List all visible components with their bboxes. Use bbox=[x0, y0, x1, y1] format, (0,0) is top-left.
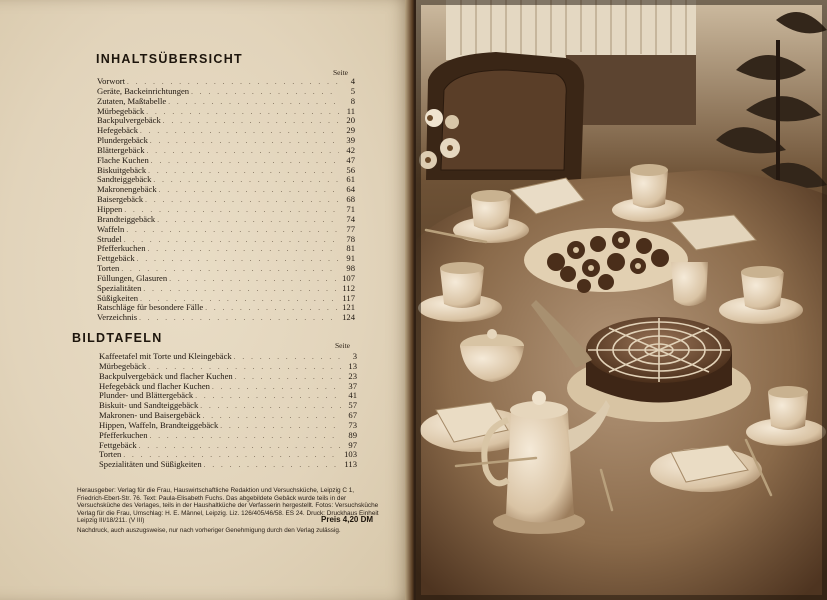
toc-entry-label: Pfefferkuchen bbox=[97, 243, 146, 254]
toc-entry-page: 121 bbox=[342, 302, 355, 313]
leader-dots bbox=[168, 98, 339, 108]
toc-entry bbox=[99, 460, 357, 470]
toc-entry-label: Mürbegebäck bbox=[99, 360, 147, 371]
toc-entry-label: Flache Kuchen bbox=[97, 154, 149, 165]
toc-page-header: Seite bbox=[333, 68, 348, 77]
toc-entry bbox=[97, 195, 355, 205]
right-page bbox=[416, 0, 827, 600]
toc-entry-page: 39 bbox=[346, 135, 355, 146]
toc-entry-label: Hefegebäck bbox=[97, 125, 139, 136]
toc-entry-page: 113 bbox=[344, 459, 357, 470]
leader-dots bbox=[163, 117, 339, 127]
leader-dots bbox=[204, 461, 341, 471]
toc-entry-label: Süßigkeiten bbox=[97, 292, 139, 303]
toc-entry-page: 11 bbox=[346, 105, 355, 116]
toc-entry-label: Füllungen, Glasuren bbox=[97, 272, 168, 283]
leader-dots bbox=[146, 108, 339, 118]
leader-dots bbox=[169, 275, 339, 285]
toc-entry-label: Ratschläge für besondere Fälle bbox=[97, 302, 204, 313]
toc-entry-page: 64 bbox=[346, 184, 355, 195]
toc-entry-label: Torten bbox=[97, 263, 120, 274]
toc-entry-label: Biskuitgebäck bbox=[97, 164, 147, 175]
toc-entry-page: 112 bbox=[342, 282, 355, 293]
cream-jug bbox=[671, 262, 708, 306]
toc-entry-page: 77 bbox=[346, 223, 355, 234]
toc-entry-page: 3 bbox=[352, 351, 357, 361]
leader-dots bbox=[150, 137, 339, 147]
leader-dots bbox=[157, 216, 339, 226]
leader-dots bbox=[145, 196, 339, 206]
leader-dots bbox=[220, 422, 341, 432]
toc-entry-page: 47 bbox=[346, 154, 355, 165]
toc-entry-page: 61 bbox=[346, 174, 355, 185]
leader-dots bbox=[235, 373, 341, 383]
leader-dots bbox=[126, 226, 339, 236]
toc-entry bbox=[97, 215, 355, 225]
toc-entry-label: Verzeichnis bbox=[97, 312, 138, 323]
toc-entry-page: 74 bbox=[346, 213, 355, 224]
imprint-text: Herausgeber: Verlag für die Frau, Hauswirtschaftliche Redaktion und Versuchsküche, Leipzig C 1, Friedrich-Ebert-Str. 76. Text: Paula-Elisabeth Fuchs. Das abgebildete Gebäck wurde teils in der Versuchsküche des Verlages, teils in der Haushaltküche der Verfasserin hergestellt. Fotos: Versuchsküche Verlag für die Frau, Umschlag: H. E. Männel, Leipzig. Liz. 126/405/46/58. ES 24. Druck: Druckhaus Einheit Leipzig III/18/211. (V III) bbox=[77, 487, 379, 525]
plates-heading: BILDTAFELN bbox=[72, 331, 163, 345]
toc-entry-label: Plunder- und Blättergebäck bbox=[99, 390, 194, 401]
leader-dots bbox=[143, 285, 339, 295]
reprint-notice: Nachdruck, auch auszugsweise, nur nach vorheriger Genehmigung durch den Verlag zulässig. bbox=[77, 527, 341, 534]
toc-entry bbox=[99, 441, 357, 451]
leader-dots bbox=[203, 412, 341, 422]
toc-entry-page: 41 bbox=[348, 390, 357, 401]
toc-entry-label: Hefegebäck und flacher Kuchen bbox=[99, 380, 210, 391]
toc-entry bbox=[97, 313, 355, 323]
leader-dots bbox=[200, 402, 341, 412]
toc-entry-label: Waffeln bbox=[97, 223, 125, 234]
toc-entry-label: Zutaten, Maßtabelle bbox=[97, 95, 167, 106]
toc-entry-page: 117 bbox=[342, 292, 355, 303]
toc-entry-page: 73 bbox=[348, 419, 357, 430]
toc-entry-page: 29 bbox=[346, 125, 355, 136]
toc-entry-label: Brandteiggebäck bbox=[97, 213, 156, 224]
toc-entry-page: 107 bbox=[342, 272, 355, 283]
toc-entry-label: Baisergebäck bbox=[97, 194, 144, 205]
toc-entry-page: 4 bbox=[350, 76, 355, 86]
leader-dots bbox=[124, 236, 339, 246]
leader-dots bbox=[151, 157, 339, 167]
leader-dots bbox=[212, 383, 341, 393]
toc-entry-page: 81 bbox=[346, 243, 355, 254]
toc-entry-label: Strudel bbox=[97, 233, 122, 244]
toc-entry-label: Spezialitäten bbox=[97, 282, 142, 293]
toc-entry-label: Torten bbox=[99, 449, 122, 460]
plates-list bbox=[99, 352, 357, 470]
radiator bbox=[566, 55, 696, 125]
toc-entry-label: Kaffeetafel mit Torte und Kleingebäck bbox=[99, 351, 232, 361]
leader-dots bbox=[124, 206, 339, 216]
toc-entry-label: Fettgebäck bbox=[99, 439, 137, 450]
leader-dots bbox=[205, 304, 339, 314]
toc-entry-page: 103 bbox=[344, 449, 357, 460]
toc-entry bbox=[99, 431, 357, 441]
leader-dots bbox=[139, 314, 339, 324]
leader-dots bbox=[137, 255, 339, 265]
toc-entry-label: Makronengebäck bbox=[97, 184, 157, 195]
price-label: Preis 4,20 DM bbox=[321, 515, 374, 524]
toc-entry-label: Hippen bbox=[97, 203, 123, 214]
window-curtain bbox=[446, 0, 696, 60]
toc-entry-page: 67 bbox=[348, 410, 357, 421]
toc-list bbox=[97, 77, 355, 323]
toc-entry-page: 91 bbox=[346, 253, 355, 264]
toc-entry bbox=[97, 225, 355, 235]
toc-entry-label: Sandteiggebäck bbox=[97, 174, 152, 185]
toc-entry-label: Mürbegebäck bbox=[97, 105, 145, 116]
leader-dots bbox=[140, 127, 339, 137]
leader-dots bbox=[150, 432, 341, 442]
leader-dots bbox=[139, 442, 341, 452]
toc-entry-page: 8 bbox=[350, 95, 355, 106]
toc-entry-label: Plundergebäck bbox=[97, 135, 148, 146]
leader-dots bbox=[153, 176, 339, 186]
leader-dots bbox=[191, 88, 339, 98]
toc-entry-label: Pfefferkuchen bbox=[99, 429, 148, 440]
toc-entry-page: 13 bbox=[348, 360, 357, 371]
toc-entry-label: Fettgebäck bbox=[97, 253, 135, 264]
toc-entry-page: 68 bbox=[346, 194, 355, 205]
toc-entry-label: Biskuit- und Sandteiggebäck bbox=[99, 400, 199, 411]
toc-entry-label: Blättergebäck bbox=[97, 144, 145, 155]
leader-dots bbox=[159, 186, 339, 196]
toc-entry-page: 71 bbox=[346, 203, 355, 214]
toc-entry-page: 98 bbox=[346, 263, 355, 274]
toc-entry-page: 37 bbox=[348, 380, 357, 391]
toc-entry-page: 23 bbox=[348, 370, 357, 381]
left-page bbox=[0, 0, 413, 600]
toc-entry-label: Backpulvergebäck bbox=[97, 115, 161, 126]
toc-entry bbox=[97, 254, 355, 264]
leader-dots bbox=[148, 167, 339, 177]
toc-entry-page: 42 bbox=[346, 144, 355, 155]
toc-entry-page: 56 bbox=[346, 164, 355, 175]
toc-entry-page: 5 bbox=[350, 85, 355, 96]
leader-dots bbox=[195, 392, 341, 402]
toc-entry-page: 78 bbox=[346, 233, 355, 244]
toc-entry-page: 97 bbox=[348, 439, 357, 450]
toc-entry bbox=[97, 244, 355, 254]
toc-entry-label: Makronen- und Baisergebäck bbox=[99, 410, 201, 421]
leader-dots bbox=[147, 147, 339, 157]
toc-entry-label: Spezialitäten und Süßigkeiten bbox=[99, 459, 202, 470]
toc-entry-label: Geräte, Backeinrichtungen bbox=[97, 85, 190, 96]
toc-entry-label: Backpulvergebäck und flacher Kuchen bbox=[99, 370, 233, 381]
toc-entry-label: Vorwort bbox=[97, 76, 126, 86]
toc-entry-page: 124 bbox=[342, 312, 355, 323]
coffee-table-photo bbox=[416, 0, 827, 600]
toc-entry-page: 57 bbox=[348, 400, 357, 411]
toc-entry-page: 20 bbox=[346, 115, 355, 126]
plates-page-header: Seite bbox=[335, 341, 350, 350]
toc-entry-label: Hippen, Waffeln, Brandteiggebäck bbox=[99, 419, 219, 430]
leader-dots bbox=[148, 245, 339, 255]
leader-dots bbox=[234, 353, 341, 363]
toc-heading: INHALTSÜBERSICHT bbox=[96, 52, 243, 66]
toc-entry-page: 89 bbox=[348, 429, 357, 440]
